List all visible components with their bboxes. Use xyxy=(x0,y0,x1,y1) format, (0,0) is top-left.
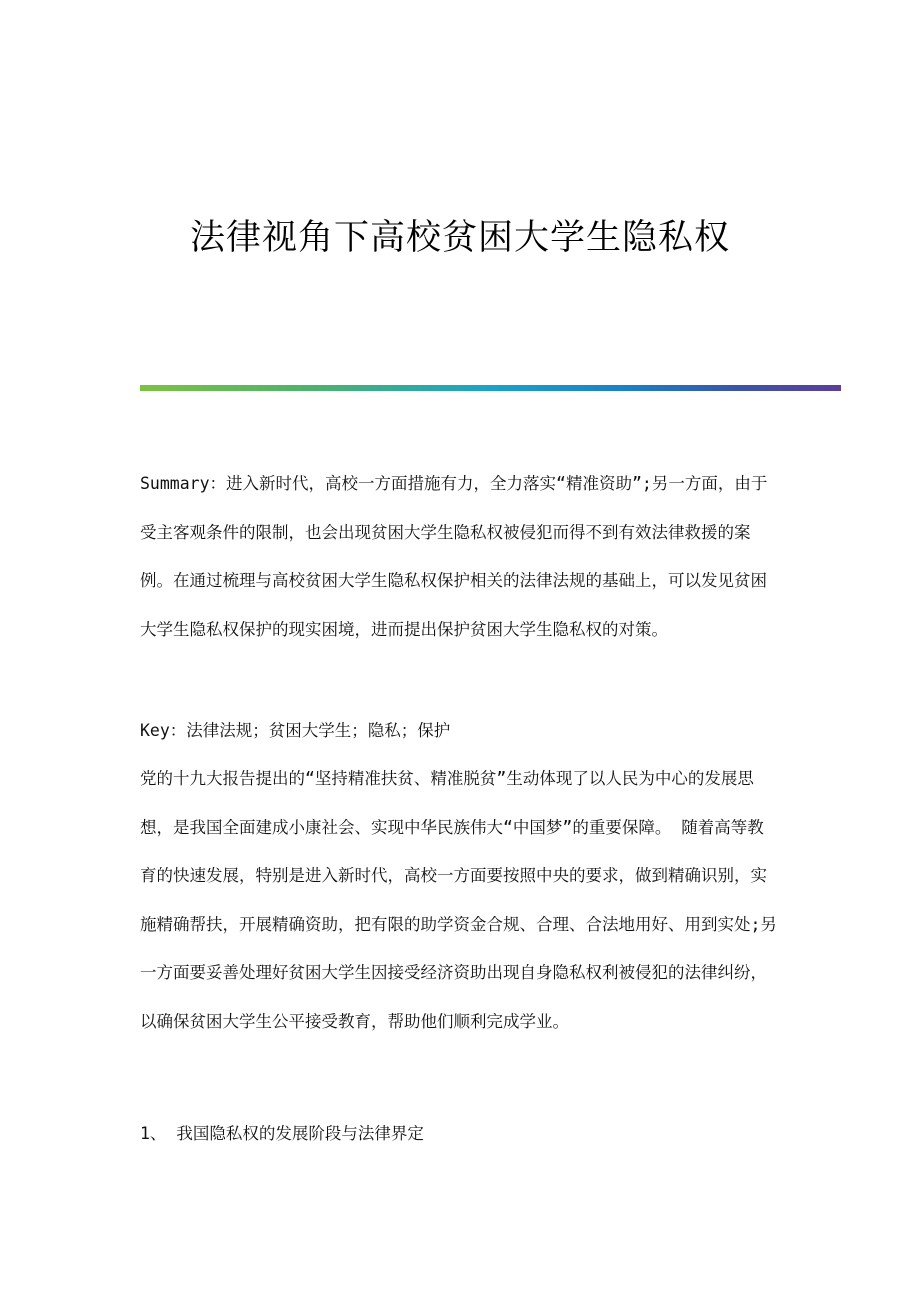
summary-paragraph: Summary：进入新时代，高校一方面措施有力，全力落实“精准资助”;另一方面，由于受主客观条件的限制，也会出现贫困大学生隐私权被侵犯而得不到有效法律救援的案例。在通过梳理与高校贫困大学生隐私权保护相关的法律法规的基础上，可以发见贫困大学生隐私权保护的现实困境，进而提出保护贫困大学生隐私权的对策。 xyxy=(140,474,768,639)
section-heading: 1、 我国隐私权的发展阶段与法律界定 xyxy=(140,1124,424,1143)
intro-paragraph: 党的十九大报告提出的“坚持精准扶贫、精准脱贫”生动体现了以人民为中心的发展思想，是我国全面建成小康社会、实现中华民族伟大“中国梦”的重要保障。 随着高等教育的快速发展，特别是进入新时代，高校一方面要按照中央的要求，做到精确识别，实施精确帮扶，开展精确资助，把有限的助学资金合规、合理、合法地用好、用到实处;另一方面要妥善处理好贫困大学生因接受经济资助出现自身隐私权利被侵犯的法律纠纷，以确保贫困大学生公平接受教育，帮助他们顺利完成学业。 xyxy=(140,769,777,1031)
title-divider-gradient xyxy=(140,385,841,391)
document-title: 法律视角下高校贫困大学生隐私权 xyxy=(189,218,730,258)
keywords-line: Key：法律法规；贫困大学生；隐私；保护 xyxy=(140,721,451,740)
